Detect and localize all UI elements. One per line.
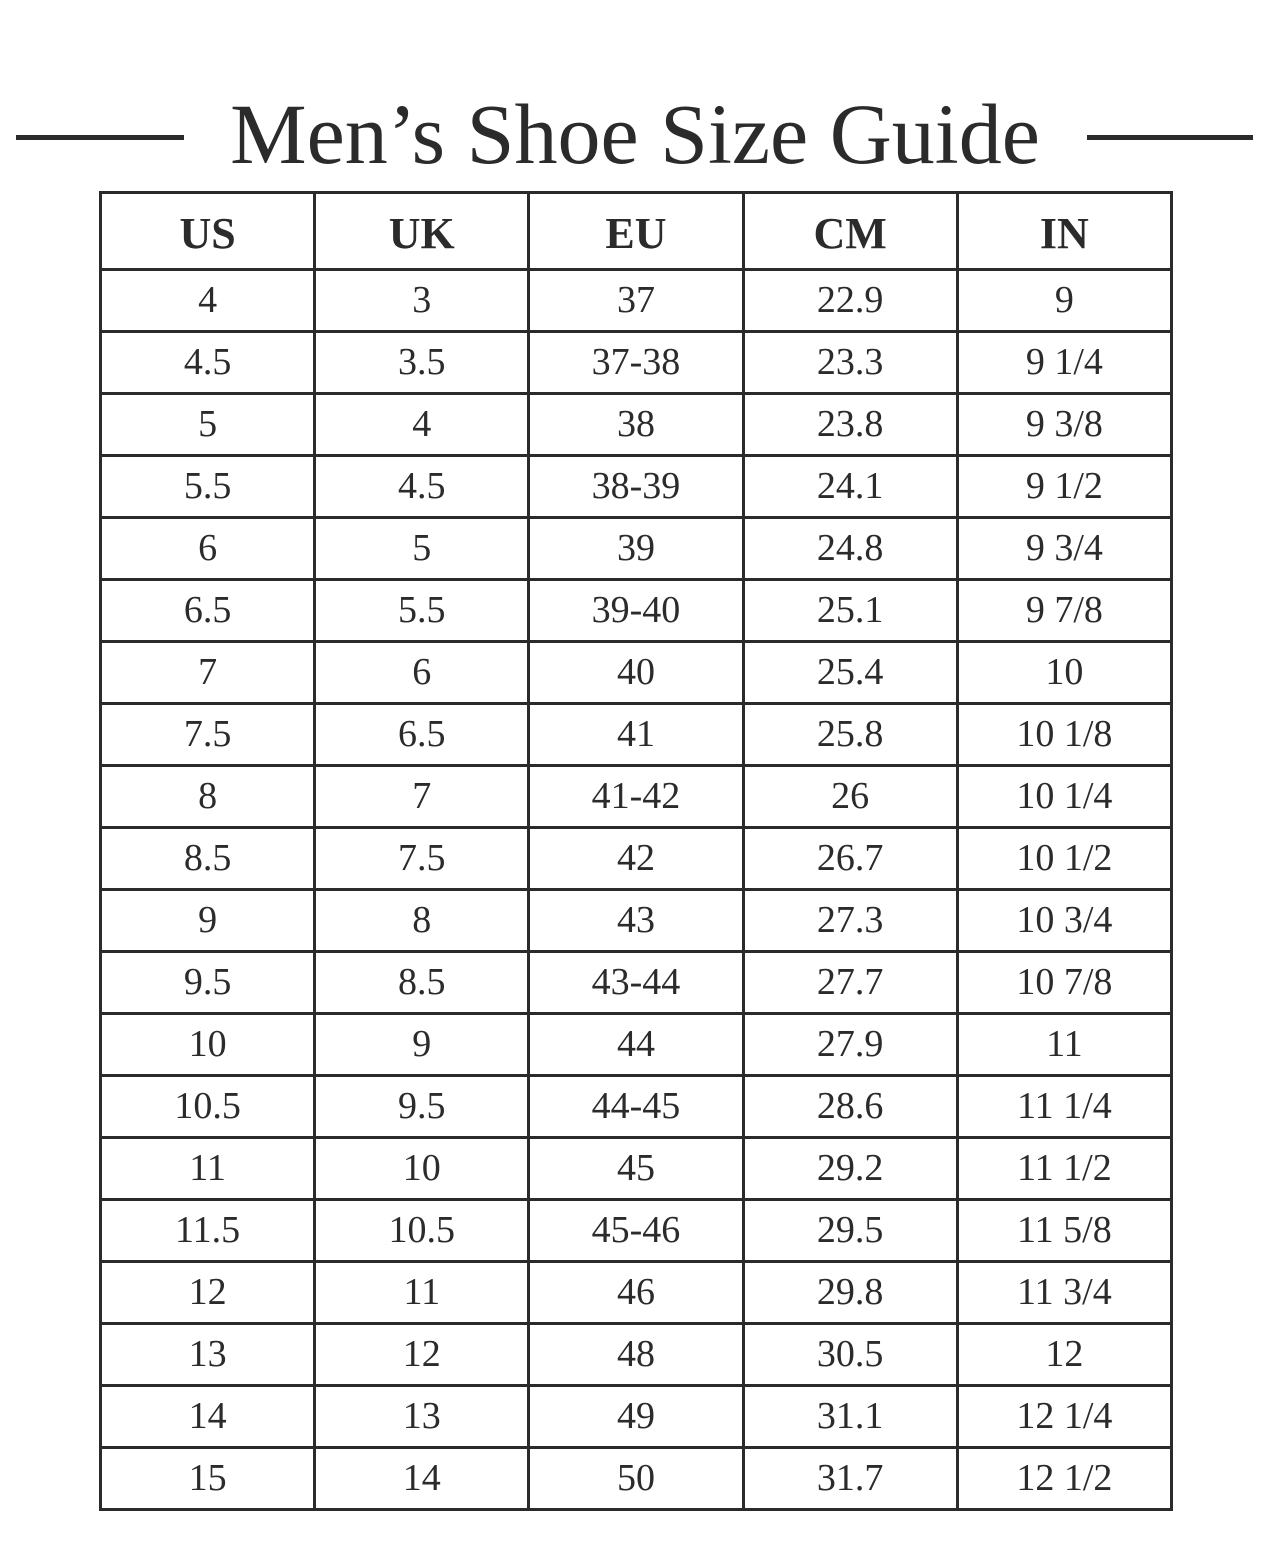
cell-eu: 38-39 [529, 456, 743, 518]
page-title: Men’s Shoe Size Guide [230, 86, 1040, 182]
table-row [101, 1262, 1172, 1324]
table-row [101, 642, 1172, 704]
cell-cm: 24.1 [743, 456, 957, 518]
cell-cm: 30.5 [743, 1324, 957, 1386]
cell-us: 7 [101, 642, 315, 704]
cell-uk: 5.5 [315, 580, 529, 642]
cell-us: 8 [101, 766, 315, 828]
cell-us: 12 [101, 1262, 315, 1324]
cell-cm: 29.8 [743, 1262, 957, 1324]
cell-uk: 10 [315, 1138, 529, 1200]
cell-us: 4 [101, 270, 315, 332]
cell-in: 12 1/2 [957, 1448, 1171, 1510]
title-rule-left [16, 135, 184, 140]
cell-eu: 50 [529, 1448, 743, 1510]
table-row [101, 890, 1172, 952]
cell-cm: 27.3 [743, 890, 957, 952]
cell-eu: 43-44 [529, 952, 743, 1014]
cell-eu: 45 [529, 1138, 743, 1200]
cell-uk: 5 [315, 518, 529, 580]
cell-in: 10 1/8 [957, 704, 1171, 766]
cell-uk: 14 [315, 1448, 529, 1510]
column-header-in: IN [957, 193, 1171, 270]
cell-uk: 7 [315, 766, 529, 828]
cell-eu: 45-46 [529, 1200, 743, 1262]
cell-cm: 29.2 [743, 1138, 957, 1200]
table-row [101, 518, 1172, 580]
cell-us: 13 [101, 1324, 315, 1386]
cell-us: 7.5 [101, 704, 315, 766]
cell-uk: 3.5 [315, 332, 529, 394]
cell-in: 9 7/8 [957, 580, 1171, 642]
cell-in: 10 1/2 [957, 828, 1171, 890]
cell-eu: 43 [529, 890, 743, 952]
cell-eu: 39 [529, 518, 743, 580]
cell-in: 9 1/4 [957, 332, 1171, 394]
size-table-body [101, 270, 1172, 1510]
cell-in: 11 1/4 [957, 1076, 1171, 1138]
cell-cm: 23.3 [743, 332, 957, 394]
cell-eu: 37 [529, 270, 743, 332]
cell-us: 9 [101, 890, 315, 952]
table-row [101, 270, 1172, 332]
cell-in: 11 3/4 [957, 1262, 1171, 1324]
cell-cm: 22.9 [743, 270, 957, 332]
cell-cm: 25.8 [743, 704, 957, 766]
cell-eu: 38 [529, 394, 743, 456]
table-row [101, 1200, 1172, 1262]
title-row [0, 40, 1271, 182]
cell-eu: 44-45 [529, 1076, 743, 1138]
cell-in: 9 [957, 270, 1171, 332]
cell-us: 9.5 [101, 952, 315, 1014]
cell-us: 15 [101, 1448, 315, 1510]
title-rule-right [1087, 135, 1253, 140]
cell-uk: 11 [315, 1262, 529, 1324]
size-table [99, 191, 1173, 1511]
cell-eu: 42 [529, 828, 743, 890]
cell-eu: 49 [529, 1386, 743, 1448]
cell-cm: 28.6 [743, 1076, 957, 1138]
table-row [101, 580, 1172, 642]
cell-eu: 41 [529, 704, 743, 766]
cell-uk: 8 [315, 890, 529, 952]
cell-cm: 26 [743, 766, 957, 828]
table-row [101, 766, 1172, 828]
table-row [101, 1014, 1172, 1076]
cell-in: 11 1/2 [957, 1138, 1171, 1200]
cell-eu: 48 [529, 1324, 743, 1386]
cell-cm: 29.5 [743, 1200, 957, 1262]
cell-us: 6.5 [101, 580, 315, 642]
table-row [101, 704, 1172, 766]
table-row [101, 394, 1172, 456]
cell-uk: 9 [315, 1014, 529, 1076]
cell-uk: 8.5 [315, 952, 529, 1014]
column-header-cm: CM [743, 193, 957, 270]
column-header-us: US [101, 193, 315, 270]
cell-us: 10.5 [101, 1076, 315, 1138]
cell-in: 10 7/8 [957, 952, 1171, 1014]
cell-us: 11 [101, 1138, 315, 1200]
cell-in: 10 3/4 [957, 890, 1171, 952]
cell-eu: 44 [529, 1014, 743, 1076]
cell-cm: 25.1 [743, 580, 957, 642]
cell-uk: 9.5 [315, 1076, 529, 1138]
cell-in: 11 5/8 [957, 1200, 1171, 1262]
cell-us: 10 [101, 1014, 315, 1076]
cell-uk: 6.5 [315, 704, 529, 766]
table-row [101, 1448, 1172, 1510]
cell-in: 9 1/2 [957, 456, 1171, 518]
cell-eu: 46 [529, 1262, 743, 1324]
cell-uk: 6 [315, 642, 529, 704]
cell-cm: 25.4 [743, 642, 957, 704]
cell-uk: 12 [315, 1324, 529, 1386]
cell-uk: 4.5 [315, 456, 529, 518]
cell-us: 8.5 [101, 828, 315, 890]
table-row [101, 952, 1172, 1014]
cell-us: 11.5 [101, 1200, 315, 1262]
table-row [101, 456, 1172, 518]
table-row [101, 828, 1172, 890]
cell-in: 9 3/8 [957, 394, 1171, 456]
header-row [101, 193, 1172, 270]
cell-in: 12 1/4 [957, 1386, 1171, 1448]
table-row [101, 1324, 1172, 1386]
cell-in: 9 3/4 [957, 518, 1171, 580]
cell-cm: 31.7 [743, 1448, 957, 1510]
cell-in: 11 [957, 1014, 1171, 1076]
column-header-uk: UK [315, 193, 529, 270]
cell-us: 5.5 [101, 456, 315, 518]
cell-cm: 24.8 [743, 518, 957, 580]
cell-us: 14 [101, 1386, 315, 1448]
cell-in: 10 [957, 642, 1171, 704]
cell-uk: 4 [315, 394, 529, 456]
cell-us: 6 [101, 518, 315, 580]
table-row [101, 332, 1172, 394]
table-row [101, 1138, 1172, 1200]
cell-uk: 13 [315, 1386, 529, 1448]
cell-cm: 27.7 [743, 952, 957, 1014]
cell-cm: 26.7 [743, 828, 957, 890]
cell-uk: 10.5 [315, 1200, 529, 1262]
cell-eu: 39-40 [529, 580, 743, 642]
cell-eu: 40 [529, 642, 743, 704]
column-header-eu: EU [529, 193, 743, 270]
cell-uk: 3 [315, 270, 529, 332]
cell-cm: 27.9 [743, 1014, 957, 1076]
cell-in: 10 1/4 [957, 766, 1171, 828]
cell-us: 5 [101, 394, 315, 456]
cell-uk: 7.5 [315, 828, 529, 890]
cell-cm: 31.1 [743, 1386, 957, 1448]
cell-eu: 37-38 [529, 332, 743, 394]
cell-in: 12 [957, 1324, 1171, 1386]
table-row [101, 1076, 1172, 1138]
cell-eu: 41-42 [529, 766, 743, 828]
cell-us: 4.5 [101, 332, 315, 394]
cell-cm: 23.8 [743, 394, 957, 456]
table-row [101, 1386, 1172, 1448]
